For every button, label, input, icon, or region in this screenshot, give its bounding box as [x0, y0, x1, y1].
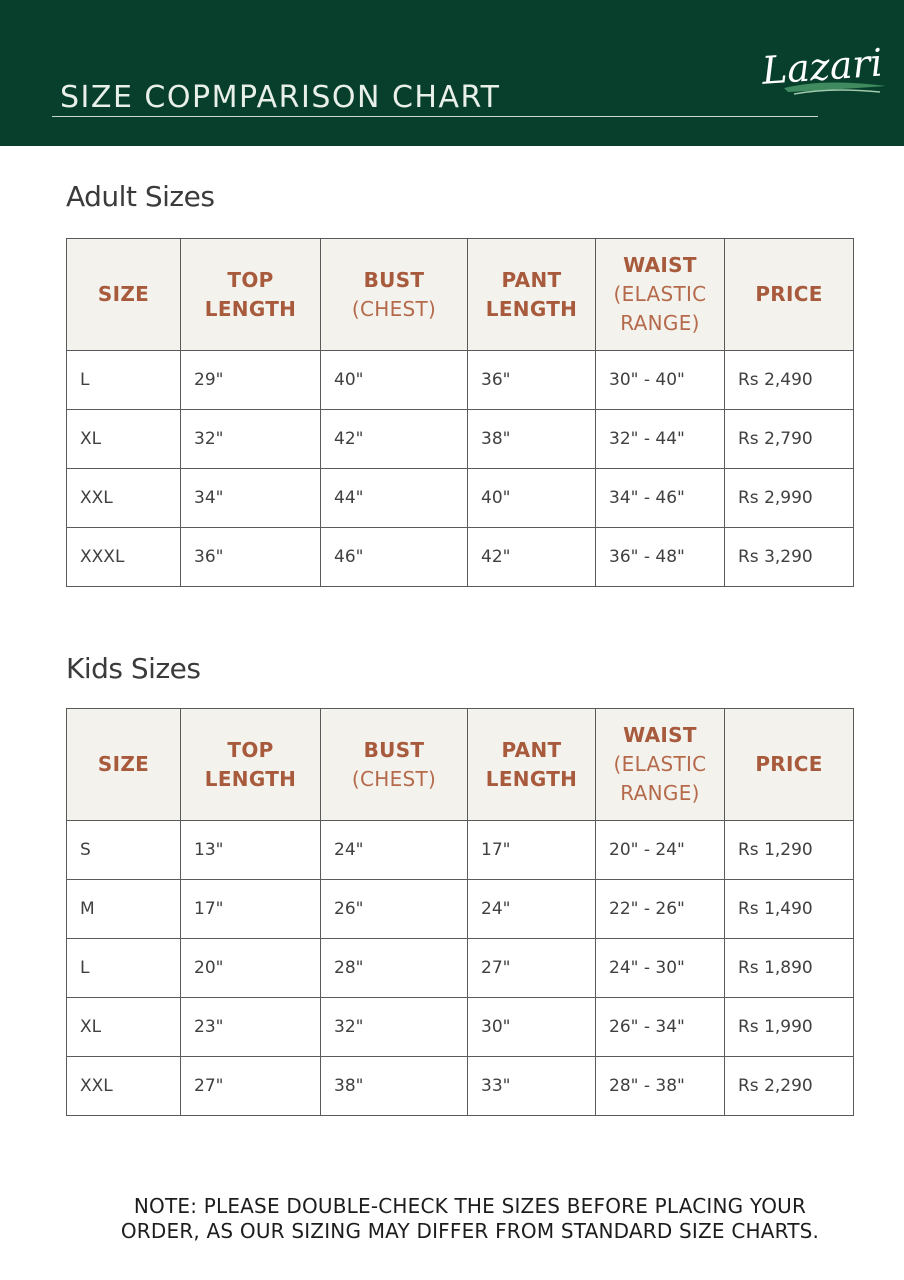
- cell-top-length: 17": [181, 880, 321, 939]
- cell-size: M: [67, 880, 181, 939]
- header-bust: BUST (CHEST): [321, 709, 468, 821]
- cell-top-length: 32": [181, 410, 321, 469]
- kids-sizes-title: Kids Sizes: [66, 652, 201, 685]
- header-pant-length: PANT LENGTH: [468, 709, 596, 821]
- cell-price: Rs 3,290: [725, 528, 854, 587]
- cell-pant-length: 24": [468, 880, 596, 939]
- note-line-1: NOTE: PLEASE DOUBLE-CHECK THE SIZES BEFORE PLACING YOUR: [133, 1194, 807, 1218]
- cell-bust: 28": [321, 939, 468, 998]
- cell-bust: 26": [321, 880, 468, 939]
- table-row: [67, 351, 854, 410]
- header-top-length: TOP LENGTH: [181, 239, 321, 351]
- svg-text:Lazari: Lazari: [760, 40, 885, 93]
- header-divider: [52, 116, 818, 117]
- cell-pant-length: 36": [468, 351, 596, 410]
- cell-pant-length: 27": [468, 939, 596, 998]
- cell-size: XXL: [67, 1057, 181, 1116]
- cell-top-length: 23": [181, 998, 321, 1057]
- header-banner: [0, 0, 904, 146]
- cell-pant-length: 40": [468, 469, 596, 528]
- header-size: SIZE: [67, 239, 181, 351]
- cell-waist: 36" - 48": [596, 528, 725, 587]
- cell-bust: 32": [321, 998, 468, 1057]
- lazari-logo: [758, 30, 898, 104]
- table-row: [67, 1057, 854, 1116]
- table-row: [67, 939, 854, 998]
- cell-size: L: [67, 351, 181, 410]
- cell-price: Rs 2,990: [725, 469, 854, 528]
- kids-size-table: [66, 708, 854, 1116]
- cell-waist: 20" - 24": [596, 821, 725, 880]
- cell-pant-length: 42": [468, 528, 596, 587]
- cell-top-length: 34": [181, 469, 321, 528]
- cell-waist: 26" - 34": [596, 998, 725, 1057]
- header-waist: WAIST (ELASTIC RANGE): [596, 709, 725, 821]
- cell-bust: 44": [321, 469, 468, 528]
- page-title: SIZE COPMPARISON CHART: [60, 80, 501, 115]
- adult-size-table: [66, 238, 854, 587]
- cell-price: Rs 1,490: [725, 880, 854, 939]
- table-row: [67, 469, 854, 528]
- cell-waist: 34" - 46": [596, 469, 725, 528]
- table-row: [67, 998, 854, 1057]
- header-price: PRICE: [725, 709, 854, 821]
- cell-size: XL: [67, 410, 181, 469]
- cell-top-length: 36": [181, 528, 321, 587]
- cell-top-length: 20": [181, 939, 321, 998]
- cell-price: Rs 2,290: [725, 1057, 854, 1116]
- cell-top-length: 27": [181, 1057, 321, 1116]
- cell-top-length: 13": [181, 821, 321, 880]
- cell-price: Rs 1,290: [725, 821, 854, 880]
- header-price: PRICE: [725, 239, 854, 351]
- cell-size: XXXL: [67, 528, 181, 587]
- table-row: [67, 821, 854, 880]
- cell-size: L: [67, 939, 181, 998]
- cell-price: Rs 2,490: [725, 351, 854, 410]
- cell-waist: 22" - 26": [596, 880, 725, 939]
- adult-sizes-title: Adult Sizes: [66, 180, 215, 213]
- cell-bust: 24": [321, 821, 468, 880]
- header-pant-length: PANT LENGTH: [468, 239, 596, 351]
- cell-price: Rs 1,890: [725, 939, 854, 998]
- cell-size: XXL: [67, 469, 181, 528]
- table-row: [67, 880, 854, 939]
- cell-price: Rs 2,790: [725, 410, 854, 469]
- cell-bust: 42": [321, 410, 468, 469]
- cell-pant-length: 17": [468, 821, 596, 880]
- cell-waist: 28" - 38": [596, 1057, 725, 1116]
- note-line-2: ORDER, AS OUR SIZING MAY DIFFER FROM STANDARD SIZE CHARTS.: [120, 1219, 820, 1243]
- header-size: SIZE: [67, 709, 181, 821]
- cell-size: S: [67, 821, 181, 880]
- header-top-length: TOP LENGTH: [181, 709, 321, 821]
- cell-waist: 32" - 44": [596, 410, 725, 469]
- table-row: [67, 528, 854, 587]
- cell-bust: 38": [321, 1057, 468, 1116]
- cell-pant-length: 33": [468, 1057, 596, 1116]
- table-row: [67, 410, 854, 469]
- cell-waist: 30" - 40": [596, 351, 725, 410]
- header-bust: BUST (CHEST): [321, 239, 468, 351]
- cell-top-length: 29": [181, 351, 321, 410]
- cell-bust: 40": [321, 351, 468, 410]
- table-header-row: [67, 239, 854, 351]
- cell-price: Rs 1,990: [725, 998, 854, 1057]
- header-waist: WAIST (ELASTIC RANGE): [596, 239, 725, 351]
- sizing-note: [60, 1194, 880, 1244]
- cell-waist: 24" - 30": [596, 939, 725, 998]
- cell-size: XL: [67, 998, 181, 1057]
- cell-bust: 46": [321, 528, 468, 587]
- cell-pant-length: 38": [468, 410, 596, 469]
- table-header-row: [67, 709, 854, 821]
- cell-pant-length: 30": [468, 998, 596, 1057]
